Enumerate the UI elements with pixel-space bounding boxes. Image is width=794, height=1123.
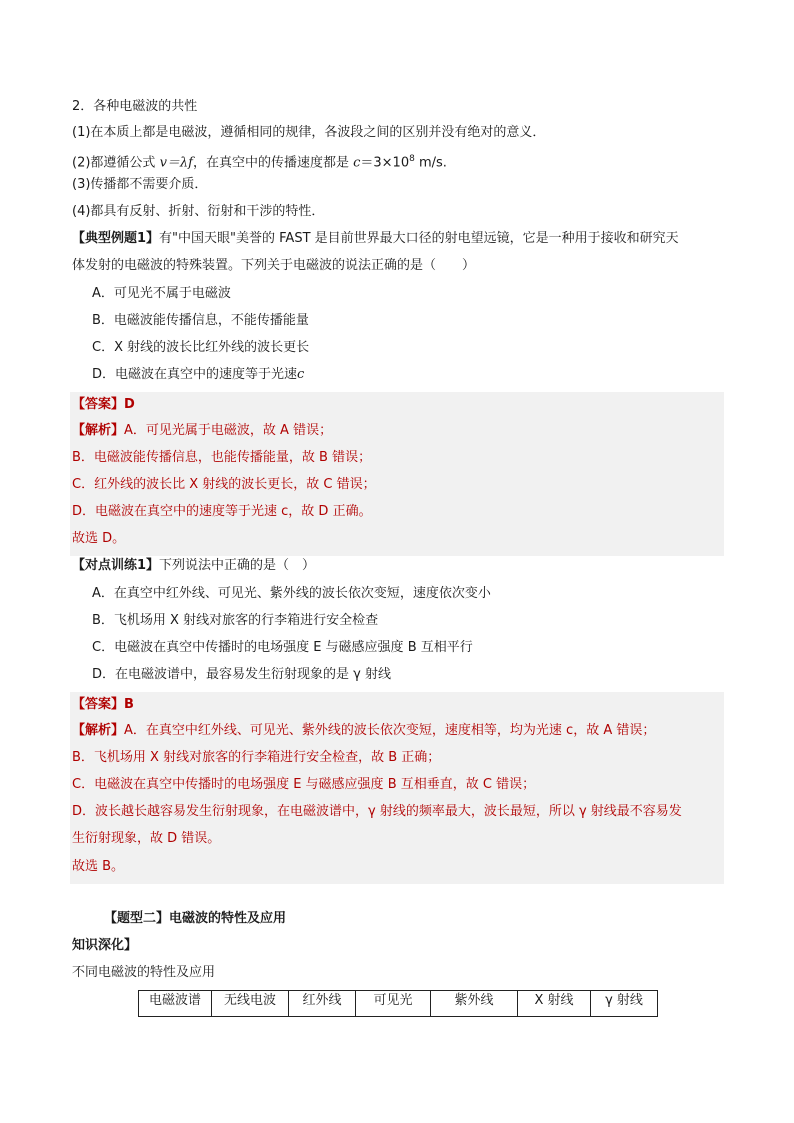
answer-box-1 bbox=[70, 392, 724, 556]
training-option-b: B．飞机场用 X 射线对旅客的行李箱进行安全检查 bbox=[92, 613, 379, 628]
table-cell: 红外线 bbox=[289, 991, 356, 1017]
paragraph-2-text-b: ，在真空中的传播速度都是 bbox=[192, 155, 354, 171]
analysis-tag: 【解析】 bbox=[72, 423, 125, 438]
example-stem-line-1 bbox=[72, 230, 679, 248]
table-cell: 电磁波谱 bbox=[139, 991, 212, 1017]
paragraph-4: (4)都具有反射、折射、衍射和干涉的特性． bbox=[72, 204, 325, 219]
exponent: 8 bbox=[409, 154, 415, 164]
analysis-text: A．可见光属于电磁波，故 A 错误； bbox=[124, 423, 333, 438]
table-cell: γ 射线 bbox=[591, 991, 658, 1017]
training-option-c: C．电磁波在真空中传播时的电场强度 E 与磁感应强度 B 互相平行 bbox=[92, 640, 473, 655]
example-stem-2: 体发射的电磁波的特殊装置。下列关于电磁波的说法正确的是（ ） bbox=[72, 258, 476, 273]
table-cell: 可见光 bbox=[356, 991, 431, 1017]
training-tag: 【对点训练1】 bbox=[72, 558, 160, 573]
answer-1: 【答案】D bbox=[72, 397, 135, 412]
knowledge-heading: 知识深化】 bbox=[72, 938, 138, 953]
training-option-d: D．在电磁波谱中，最容易发生衍射现象的是 γ 射线 bbox=[92, 667, 391, 682]
paragraph-2-text-d: ＝3×10 bbox=[360, 155, 410, 171]
analysis-tag: 【解析】 bbox=[72, 723, 125, 738]
analysis-2-line-d: D．波长越长越容易发生衍射现象，在电磁波谱中，γ 射线的频率最大，波长最短，所以 γ 射线最不容易发 bbox=[72, 804, 682, 819]
training-option-a: A．在真空中红外线、可见光、紫外线的波长依次变短，速度依次变小 bbox=[92, 586, 491, 601]
spectrum-table bbox=[138, 990, 658, 1017]
table-intro: 不同电磁波的特性及应用 bbox=[72, 965, 216, 980]
example-option-d-text: D．电磁波在真空中的速度等于光速 bbox=[92, 367, 298, 382]
example-option-d bbox=[92, 366, 304, 384]
formula-wave: v＝λf bbox=[159, 155, 193, 171]
analysis-2-line-b: B．飞机场用 X 射线对旅客的行李箱进行安全检查，故 B 正确； bbox=[72, 750, 441, 765]
example-option-a: A．可见光不属于电磁波 bbox=[92, 286, 231, 301]
training-stem bbox=[72, 557, 315, 575]
paragraph-2 bbox=[72, 150, 447, 172]
analysis-2-conclusion: 故选 B。 bbox=[72, 859, 125, 874]
example-option-c: C．X 射线的波长比红外线的波长更长 bbox=[92, 340, 310, 355]
paragraph-1: (1)在本质上都是电磁波，遵循相同的规律，各波段之间的区别并没有绝对的意义． bbox=[72, 125, 546, 140]
analysis-text: A．在真空中红外线、可见光、紫外线的波长依次变短，速度相等，均为光速 c，故 A 错误； bbox=[124, 723, 656, 738]
paragraph-2-text-a: (2)都遵循公式 bbox=[72, 155, 160, 171]
table-row bbox=[139, 991, 658, 1017]
analysis-1-line-c: C．红外线的波长比 X 射线的波长更长，故 C 错误； bbox=[72, 477, 376, 492]
analysis-1-line-b: B．电磁波能传播信息，也能传播能量，故 B 错误； bbox=[72, 450, 372, 465]
analysis-2-line-c: C．电磁波在真空中传播时的电场强度 E 与磁感应强度 B 互相垂直，故 C 错误； bbox=[72, 777, 536, 792]
paragraph-2-unit: m/s. bbox=[414, 155, 447, 171]
example-option-b: B．电磁波能传播信息，不能传播能量 bbox=[92, 313, 309, 328]
analysis-1-conclusion: 故选 D。 bbox=[72, 531, 126, 546]
analysis-2-line-e: 生衍射现象，故 D 错误。 bbox=[72, 831, 221, 846]
table-cell: X 射线 bbox=[518, 991, 591, 1017]
analysis-1-line-d: D．电磁波在真空中的速度等于光速 c，故 D 正确。 bbox=[72, 504, 372, 519]
analysis-1-line-a bbox=[72, 422, 332, 440]
table-cell: 无线电波 bbox=[212, 991, 289, 1017]
answer-2: 【答案】B bbox=[72, 697, 134, 712]
paragraph-3: (3)传播都不需要介质． bbox=[72, 177, 208, 192]
section-heading: 2．各种电磁波的共性 bbox=[72, 99, 198, 114]
symbol-c: c bbox=[353, 155, 361, 171]
symbol-c: c bbox=[297, 367, 305, 382]
type2-heading: 【题型二】电磁波的特性及应用 bbox=[104, 911, 287, 926]
analysis-2-line-a bbox=[72, 722, 655, 740]
example-tag: 【典型例题1】 bbox=[72, 231, 160, 246]
table-cell: 紫外线 bbox=[431, 991, 518, 1017]
training-stem-text: 下列说法中正确的是（ ） bbox=[159, 558, 316, 573]
example-stem-1: 有"中国天眼"美誉的 FAST 是目前世界最大口径的射电望远镜，它是一种用于接收和研究天 bbox=[159, 231, 679, 246]
